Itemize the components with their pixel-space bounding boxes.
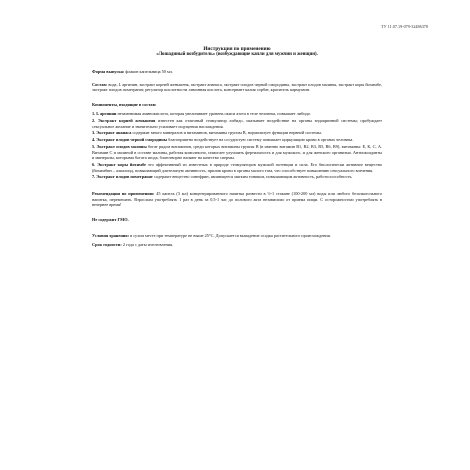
component-item: 1. L аргинин незаменимая аминокислота, которая увеличивает уровень окиси азота в теле человека, повышает либидо. — [92, 111, 312, 117]
release-form — [92, 69, 382, 75]
components-title: Компоненты, входящие в состав: — [92, 102, 157, 108]
component-item: 6. Экстракт коры йохимбе это эффективный из известных в природе стимуляторов мужской потенции и сила. Его биологически активное вещество (йохимбин – алкалоид, повышающий длительную активность, прилив крови в органы малого таза, что способствует повышению сексуального влечения. — [92, 161, 382, 173]
document-subtitle: «Лошадиный возбудитель» (возбуждающие капли для мужчин и женщин). — [156, 52, 318, 58]
storage-conditions — [92, 233, 382, 239]
composition-label: Состав: — [92, 81, 108, 87]
spec-code: ТУ 11.07.19-079-32486378 — [381, 24, 428, 29]
component-item: 2. Экстракт корней женьшеня известен как отличный стимулятор либидо, оказывает воздействие на органы эндокринной системы; пробуждает сексуальное желание и значительно усиливает ощущения наслаждения. — [92, 118, 382, 129]
component-item: 3. Экстракт ананаса содержит много минералов и витаминов, витамины группы В, нормализует функции нервной системы. — [92, 130, 322, 136]
components-list — [92, 111, 382, 180]
instruction-body — [92, 46, 382, 251]
recommendation-label: Рекомендации по применению: — [92, 191, 155, 197]
component-item: 7. Экстракт плодов помегранат содержит вещество синефрин, являющееся мягким тоником, повышающим активность, работоспособность. — [92, 174, 353, 180]
release-form-value: флакон капельница 50 мл. — [124, 69, 173, 75]
storage-label: Условия хранения: — [92, 232, 130, 238]
component-item: 5. Экстракт плодов малины богат рядом витаминов, среди которых витамины группы В (в именно витамин В1, В2, В3, В5, В6, В9), витамины: Е, К, С, А. Витамин С и малиной в составе малины, работая комплексно, помогает улучшить фертильность и для мужского, и для женского организма. Антиоксиданты и минералы, которыми богата ягода, благотворно влияют на качество спермы. — [92, 144, 382, 161]
shelf-value: 2 года с даты изготовления. — [121, 241, 174, 247]
shelf-label: Срок годности: — [92, 241, 122, 247]
recommendation — [92, 191, 382, 208]
gmo-note: Не содержит ГМО. — [92, 217, 129, 223]
document-title: Инструкция по применению — [203, 46, 271, 52]
release-form-label: Форма выпуска: — [92, 69, 125, 75]
component-item: 4. Экстракт плодов черной смородины благоприятно воздействует на сосудистую систему повышает циркуляцию крови в органах человека. — [92, 137, 354, 143]
recommendation-value: 45 капель (3 мл) концентрированного напитка развести в ½-1 стакане (100-200 мл) воды или любого безалкогольного напитка, перемешать. Взрослым употреблять 1 раз в день за 0,5-1 час до полового акта независимо от приема пищи. С осторожностью употреблять в вечернее время! — [92, 191, 382, 208]
storage-value: в сухом месте при температуре не выше 25°С. Допускается выпадение осадка растительного происхождения. — [129, 232, 331, 238]
composition-value: вода, L аргинин, экстракт корней женьшеня, экстракт ананаса, экстракт плодов черной смородины, экстракт плодов малины, экстракт коры йохимбе, экстракт плодов помегранат, регулятор кислотности лимонная кислота, консервант калия сорбат, краситель кармуазин. — [92, 81, 382, 93]
shelf-life — [92, 242, 382, 248]
composition — [92, 82, 382, 93]
